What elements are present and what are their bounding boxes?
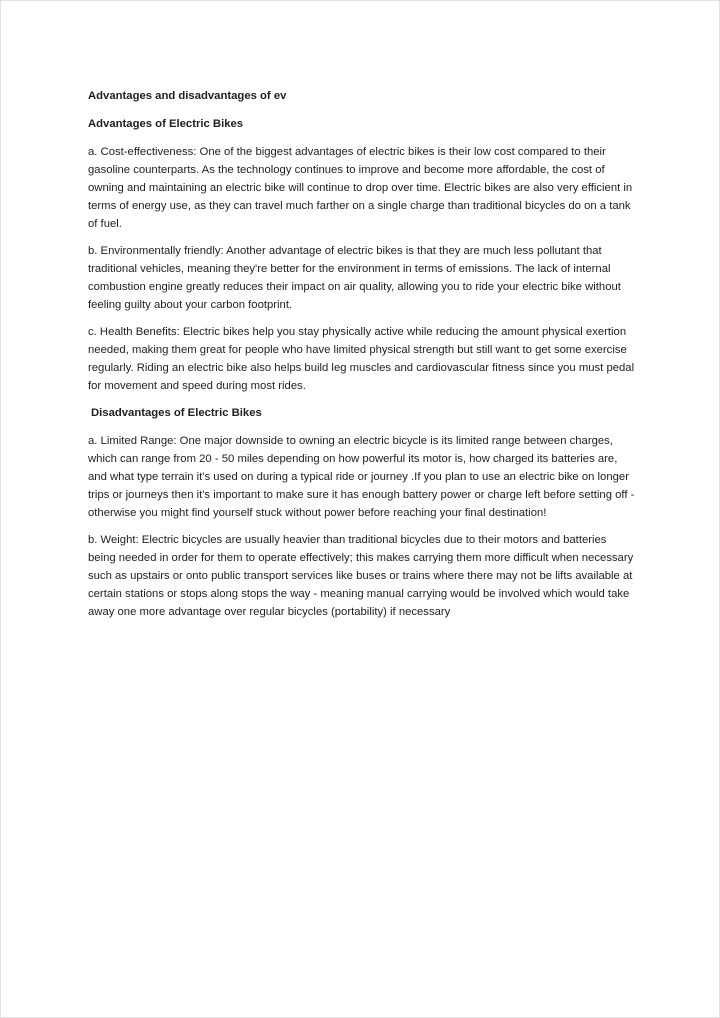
disadvantage-limited-range: a. Limited Range: One major downside to owning an electric bicycle is its limited range between charges, which can range from 20 - 50 miles depending on how powerful its motor is, how charged its batteries are, and what type terrain it's used on during a typical ride or journey .If you plan to use an electric bike on longer trips or journeys then it's important to make sure it has enough battery power or charge left before setting off - otherwise you might find yourself stuck without power before reaching your final destination! xyxy=(88,435,635,519)
advantage-environmentally-friendly: b. Environmentally friendly: Another advantage of electric bikes is that they are much less pollutant that traditional vehicles, meaning they're better for the environment in terms of emissions. The lack of internal combustion engine greatly reduces their impact on air quality, allowing you to ride your electric bike without feeling guilty about your carbon footprint. xyxy=(88,245,621,311)
advantage-health-benefits: c. Health Benefits: Electric bikes help you stay physically active while reducing the amount physical exertion needed, making them great for people who have limited physical strength but still want to get some exercise regularly. Riding an electric bike also helps build leg muscles and cardiovascular fitness since you must pedal for movement and speed during most rides. xyxy=(88,326,635,392)
disadvantage-weight: b. Weight: Electric bicycles are usually heavier than traditional bicycles due to their motors and batteries being needed in order for them to operate effectively; this makes carrying them more difficult when necessary such as upstairs or onto public transport services like buses or trains where there may not be lifts available at certain stations or stops along stops the way - meaning manual carrying would be involved which would take away one more advantage over regular bicycles (portability) if necessary xyxy=(88,534,634,618)
document-body xyxy=(88,87,636,630)
advantages-heading: Advantages of Electric Bikes xyxy=(88,118,244,130)
advantage-cost-effectiveness: a. Cost-effectiveness: One of the biggest advantages of electric bikes is their low cost compared to their gasoline counterparts. As the technology continues to improve and become more affordable, the cost of owning and maintaining an electric bike will continue to drop over time. Electric bikes are also very efficient in terms of energy use, as they can travel much farther on a single charge than traditional bicycles do on a tank of fuel. xyxy=(88,146,633,230)
disadvantages-heading: Disadvantages of Electric Bikes xyxy=(91,407,262,419)
document-title: Advantages and disadvantages of ev xyxy=(88,90,287,102)
